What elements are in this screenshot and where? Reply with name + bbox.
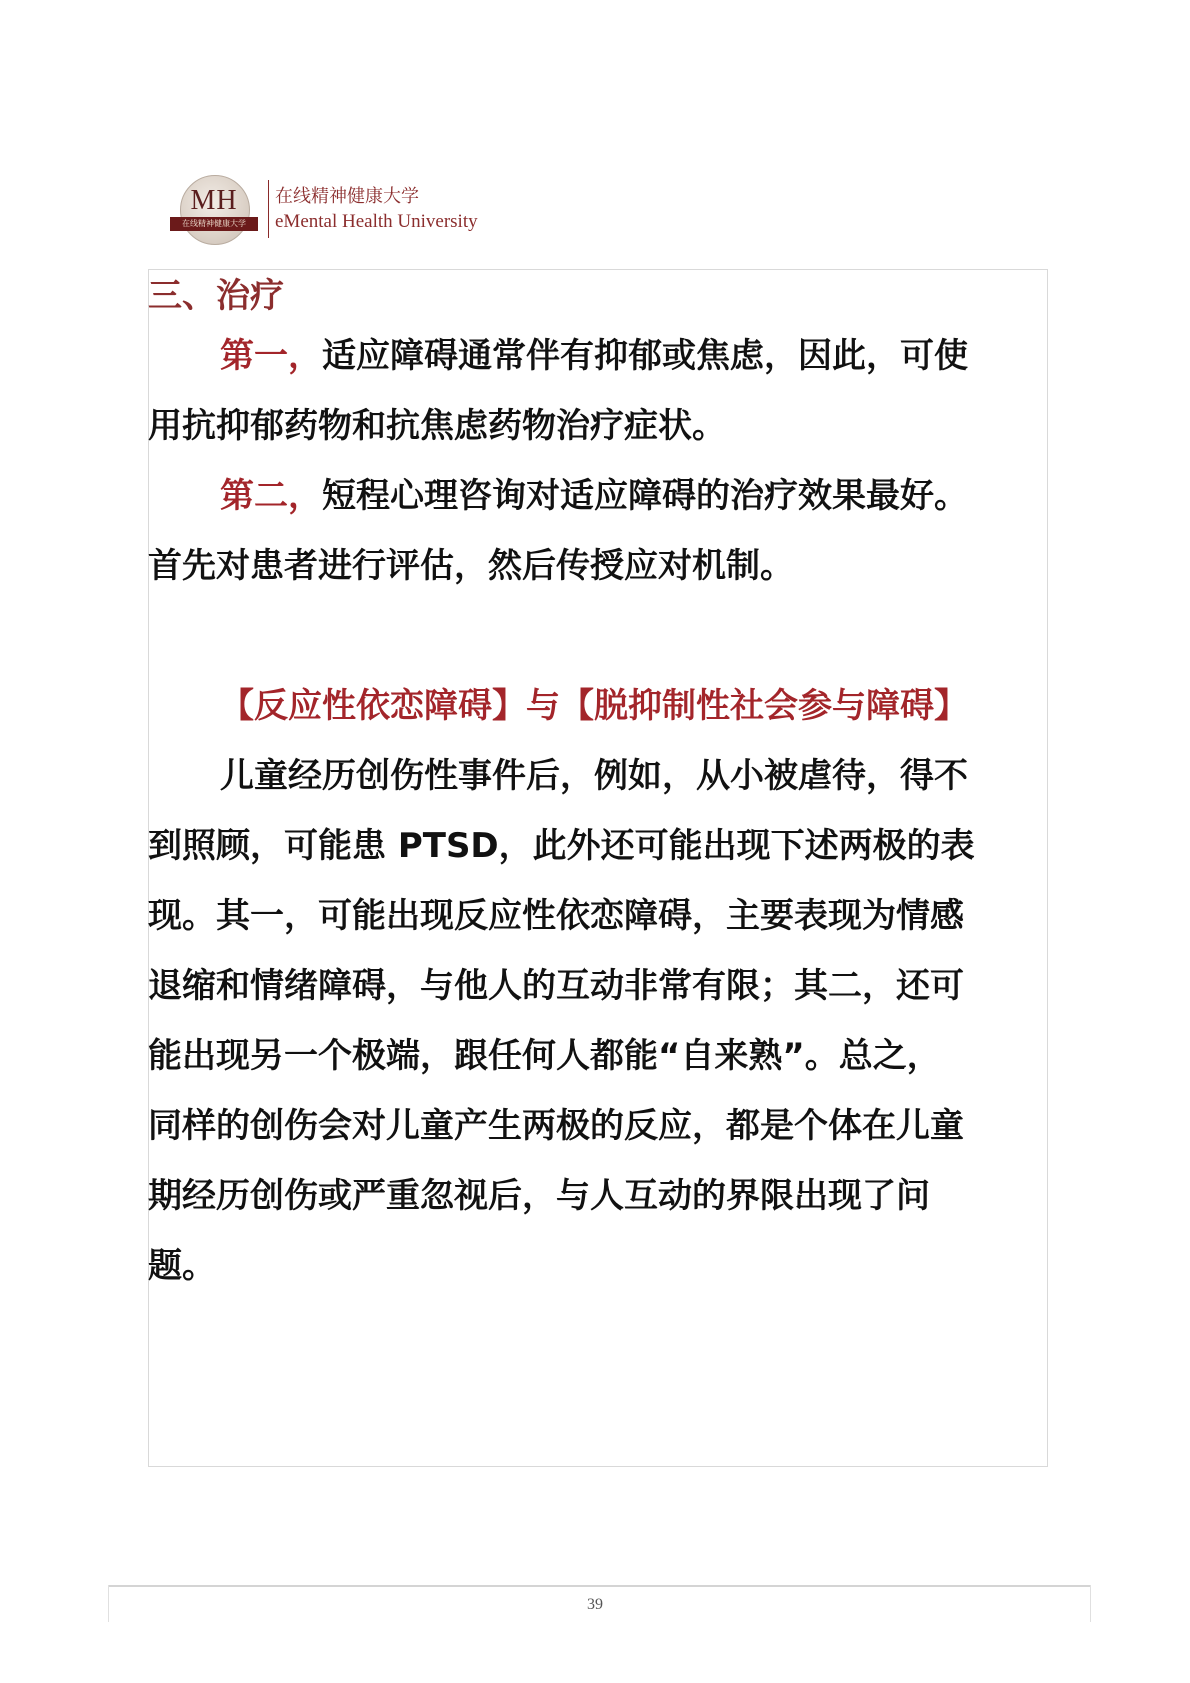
page-number: 39 bbox=[587, 1596, 603, 1613]
topic-title: 【反应性依恋障碍】与【脱抑制性社会参与障碍】 bbox=[220, 686, 968, 726]
topic-line: 同样的创伤会对儿童产生两极的反应，都是个体在儿童 bbox=[148, 1106, 964, 1146]
topic-line: 儿童经历创伤性事件后，例如，从小被虐待，得不 bbox=[220, 756, 968, 796]
brand-text bbox=[275, 184, 478, 234]
paragraph-2-label: 第二， bbox=[220, 476, 322, 516]
topic-line: 到照顾，可能患 PTSD，此外还可能出现下述两极的表 bbox=[148, 826, 975, 866]
logo-ribbon: 在线精神健康大学 bbox=[170, 217, 258, 231]
header-divider bbox=[268, 180, 269, 238]
brand-name-english: eMental Health University bbox=[275, 211, 478, 232]
paragraph-1-line-1 bbox=[148, 321, 1028, 391]
paragraph-1-label: 第一， bbox=[220, 336, 322, 376]
page-content bbox=[148, 269, 1028, 1301]
paragraph-2-line-1 bbox=[148, 461, 1028, 531]
section-heading: 三、治疗 bbox=[148, 276, 284, 316]
topic-line: 现。其一，可能出现反应性依恋障碍，主要表现为情感 bbox=[148, 896, 964, 936]
logo-mh-text: MH bbox=[190, 185, 238, 216]
paragraph-2-text-1: 短程心理咨询对适应障碍的治疗效果最好。 bbox=[322, 476, 968, 516]
paragraph-2-line-2: 首先对患者进行评估，然后传授应对机制。 bbox=[148, 546, 794, 586]
topic-line: 能出现另一个极端，跟任何人都能“自来熟”。总之， bbox=[148, 1036, 941, 1076]
topic-line: 期经历创伤或严重忽视后，与人互动的界限出现了问 bbox=[148, 1176, 930, 1216]
brand-name-chinese: 在线精神健康大学 bbox=[275, 186, 419, 207]
mh-logo bbox=[170, 173, 258, 245]
page-header bbox=[170, 173, 478, 245]
topic-line: 退缩和情绪障碍，与他人的互动非常有限；其二，还可 bbox=[148, 966, 964, 1006]
paragraph-1-line-2: 用抗抑郁药物和抗焦虑药物治疗症状。 bbox=[148, 406, 726, 446]
topic-line: 题。 bbox=[148, 1246, 216, 1286]
footer-rule bbox=[108, 1585, 1090, 1587]
paragraph-1-text-1: 适应障碍通常伴有抑郁或焦虑，因此，可使 bbox=[322, 336, 968, 376]
spacer bbox=[148, 601, 1028, 671]
